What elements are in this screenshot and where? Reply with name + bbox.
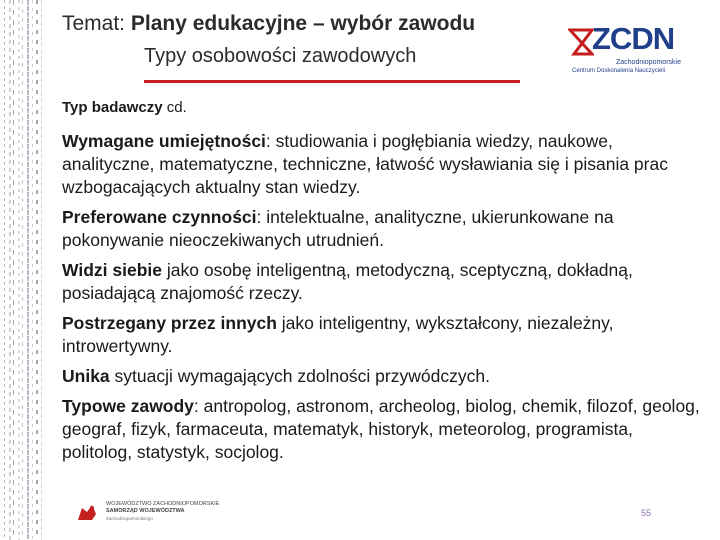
slide-subtitle: Typy osobowości zawodowych	[144, 45, 417, 67]
region-logo-line2: SAMORZĄD WOJEWÓDZTWA	[106, 508, 185, 514]
texture-line	[9, 0, 11, 540]
texture-line	[41, 0, 42, 540]
texture-line	[36, 0, 38, 540]
paragraph-perceived-by-others	[62, 312, 702, 358]
paragraph-lead: Preferowane czynności	[62, 207, 257, 227]
kicker-bold: Typ badawczy	[62, 99, 163, 116]
paragraph-lead: Unika	[62, 366, 110, 386]
texture-line	[22, 0, 23, 540]
paragraph-text: : antropolog, astronom, archeolog, biolog, chemik, filozof, geolog, geograf, fizyk, farmaceuta, matematyk, historyk, meteorolog, programista, politolog, statystyk, socjolog.	[62, 396, 700, 462]
texture-line	[27, 0, 29, 540]
title-topic: Plany edukacyjne – wybór zawodu	[130, 12, 476, 35]
handwriting-texture-strip	[0, 0, 46, 540]
paragraph-avoids	[62, 365, 702, 388]
paragraph-self-image	[62, 259, 702, 305]
griffin-crest-icon	[74, 502, 100, 524]
slide-title	[62, 12, 475, 36]
paragraph-lead: Postrzegany przez innych	[62, 313, 277, 333]
paragraph-text: jako osobę inteligentną, metodyczną, sceptyczną, dokładną, posiadającą znajomość rzeczy.	[62, 260, 633, 303]
zcdn-logo	[568, 21, 688, 74]
region-logo	[74, 500, 220, 526]
paragraph-preferred-activities	[62, 206, 702, 252]
title-prefix: Temat:	[62, 12, 131, 35]
section-kicker	[62, 96, 702, 119]
texture-line	[13, 0, 14, 540]
kicker-rest: cd.	[162, 99, 187, 116]
paragraph-text: : intelektualne, analityczne, ukierunkowane na pokonywanie nieoczekiwanych utrudnień.	[62, 207, 614, 250]
paragraph-lead: Wymagane umiejętności	[62, 131, 266, 151]
paragraph-text: jako inteligentny, wykształcony, niezależny, introwertywny.	[62, 313, 614, 356]
logo-subtitle-line1: Zachodniopomorskie	[616, 59, 681, 66]
page-number: 55	[641, 508, 652, 518]
paragraph-text: sytuacji wymagających zdolności przywódczych.	[109, 366, 490, 386]
paragraph-text: : studiowania i pogłębiania wiedzy, naukowe, analityczne, matematyczne, techniczne, łatwość wysławiania się i pisania prac wzbogacających aktualny stan wiedzy.	[62, 131, 668, 197]
texture-line	[18, 0, 20, 540]
paragraph-skills	[62, 130, 702, 199]
region-logo-line1: WOJEWÓDZTWO ZACHODNIOPOMORSKIE	[106, 501, 220, 507]
paragraph-typical-professions	[62, 395, 702, 464]
texture-line	[32, 0, 33, 540]
title-underline-divider	[144, 80, 520, 83]
slide-body	[62, 96, 702, 471]
paragraph-lead: Typowe zawody	[62, 396, 194, 416]
region-logo-line3: Zachodniopomorskiego	[106, 516, 153, 521]
zcdn-logo-mark-icon	[568, 26, 594, 58]
paragraph-lead: Widzi siebie	[62, 260, 163, 280]
texture-line	[4, 0, 5, 540]
logo-name: ZCDN	[592, 21, 675, 56]
logo-subtitle-line2: Centrum Doskonalenia Nauczycieli	[572, 68, 666, 74]
